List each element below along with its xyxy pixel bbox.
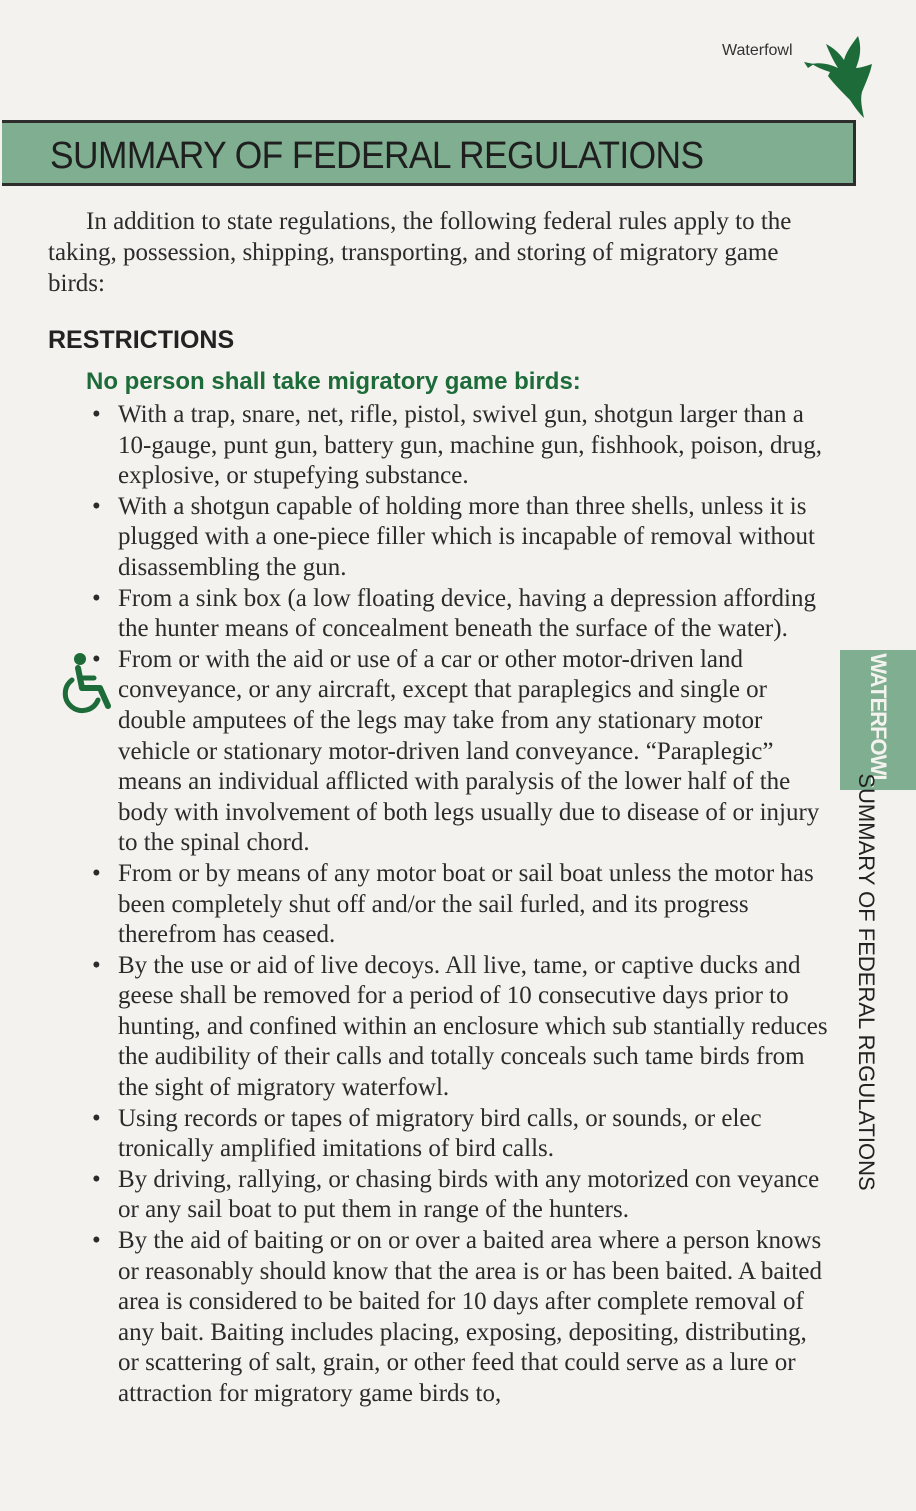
list-item: • With a trap, snare, net, rifle, pistol, swivel gun, shotgun larger than a 10-gauge, punt gun, battery gun, machine gun, fishhook, poison, drug, explosive, or stupefying substance.	[90, 400, 828, 492]
side-tab	[840, 650, 916, 790]
wheelchair-accessibility-icon	[56, 652, 114, 714]
side-section-title: SUMMARY OF FEDERAL REGULATIONS	[854, 773, 879, 1191]
list-item: • From a sink box (a low floating device, having a depression affording the hunter means of concealment beneath the surface of the water).	[90, 584, 828, 645]
restrictions-subheading: No person shall take migratory game birds:	[86, 368, 581, 395]
restrictions-heading: RESTRICTIONS	[48, 326, 235, 354]
flying-duck-icon	[800, 34, 874, 120]
page-title: SUMMARY OF FEDERAL REGULATIONS	[50, 135, 704, 177]
list-item: • Using records or tapes of migratory bird calls, or sounds, or elec tronically amplified imitations of bird calls.	[90, 1104, 828, 1165]
list-item: • With a shotgun capable of holding more than three shells, unless it is plugged with a one-piece filler which is incapable of removal without disassembling the gun.	[90, 492, 828, 584]
section-label: Waterfowl	[722, 42, 793, 59]
list-item: • From or by means of any motor boat or sail boat unless the motor has been completely shut off and/or the sail furled, and its progress therefrom has ceased.	[90, 859, 828, 951]
title-bar	[2, 120, 856, 186]
list-item: • By driving, rallying, or chasing birds with any motorized con veyance or any sail boat to put them in range of the hunters.	[90, 1165, 828, 1226]
side-tab-label: WATERFOWL	[866, 653, 891, 787]
list-item: • By the aid of baiting or on or over a baited area where a person knows or reasonably should know that the area is or has been baited. A baited area is considered to be baited for 10 days after complete removal of any bait. Baiting includes placing, exposing, depositing, distributing, or scattering of salt, grain, or other feed that could serve as a lure or attraction for migratory game birds to,	[90, 1226, 828, 1410]
list-item: • From or with the aid or use of a car or other motor-driven land conveyance, or any aircraft, except that paraplegics and single or double amputees of the legs may take from any stationary motor vehicle or stationary motor-driven land conveyance. “Paraplegic” means an individual afflicted with paralysis of the lower half of the body with involvement of both legs usually due to disease of or injury to the spinal chord.	[90, 645, 828, 859]
restrictions-list	[90, 400, 828, 1410]
intro-paragraph: In addition to state regulations, the following federal rules apply to the taking, possession, shipping, transporting, and storing of migratory game birds:	[48, 208, 792, 297]
list-item: • By the use or aid of live decoys. All live, tame, or captive ducks and geese shall be removed for a period of 10 consecutive days prior to hunting, and confined within an enclosure which sub stantially reduces the audibility of their calls and totally conceals such tame birds from the sight of migratory waterfowl.	[90, 951, 828, 1104]
